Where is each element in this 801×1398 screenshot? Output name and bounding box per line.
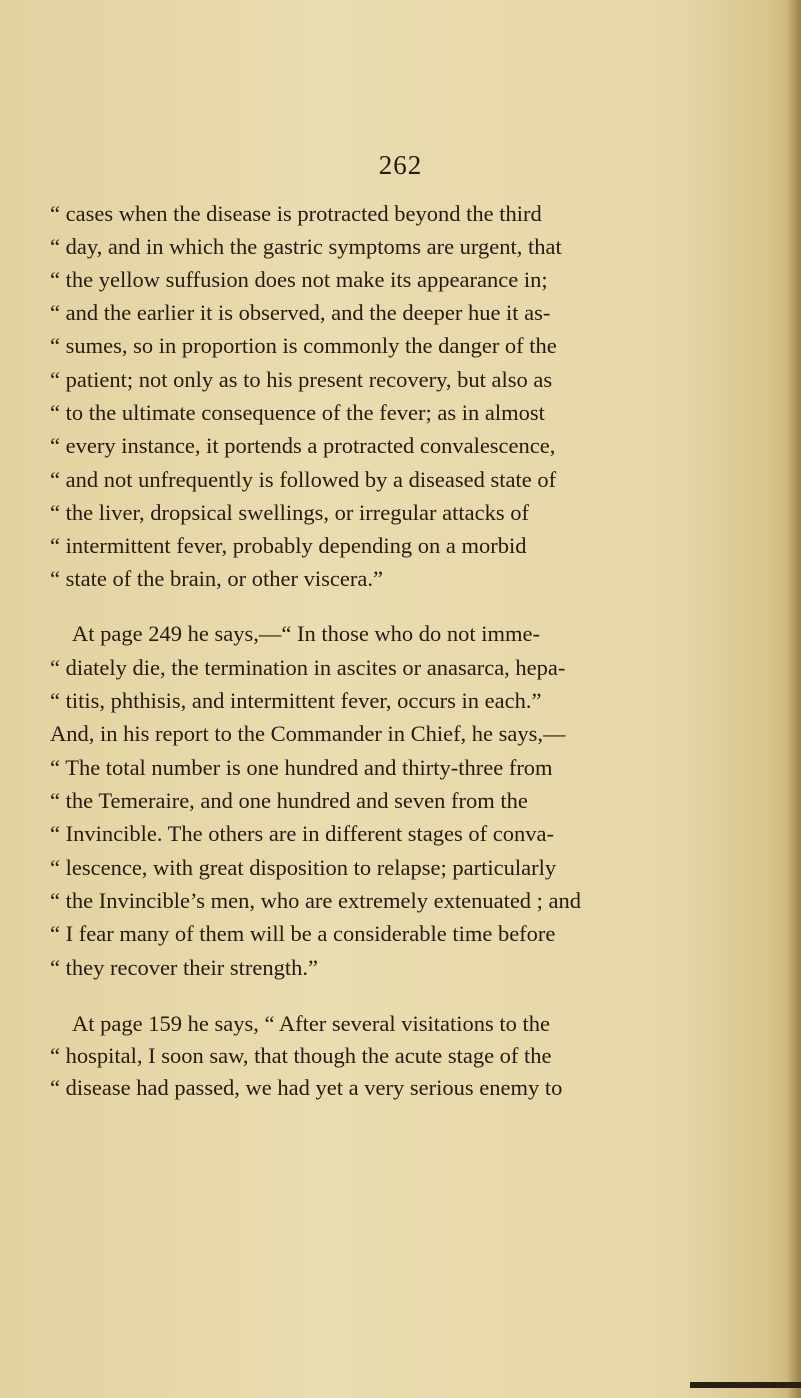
text-line: “ the yellow suffusion does not make its appearance in; — [50, 267, 548, 292]
text-line: “ titis, phthisis, and intermittent fever, occurs in each.” — [50, 688, 542, 713]
text-line: “ and the earlier it is observed, and the deeper hue it as- — [50, 300, 551, 325]
text-line: “ sumes, so in proportion is commonly the danger of the — [50, 333, 557, 358]
text-line: “ day, and in which the gastric symptoms are urgent, that — [50, 234, 562, 259]
text-line: “ intermittent fever, probably depending on a morbid — [50, 533, 527, 558]
text-line: “ cases when the disease is protracted beyond the third — [50, 201, 542, 226]
page-number: 262 — [378, 150, 423, 180]
text-line: “ to the ultimate consequence of the fever; as in almost — [50, 400, 545, 425]
bottom-edge-rule — [690, 1382, 801, 1388]
text-line: “ diately die, the termination in ascites or anasarca, hepa- — [50, 655, 566, 680]
text-line: At page 159 he says, “ After several visitations to the — [72, 1011, 551, 1036]
text-line: “ every instance, it portends a protracted convalescence, — [50, 433, 556, 458]
text-line: “ lescence, with great disposition to relapse; particularly — [50, 855, 557, 880]
text-line: At page 249 he says,—“ In those who do not imme- — [72, 621, 541, 646]
text-line: “ and not unfrequently is followed by a diseased state of — [50, 467, 557, 492]
text-line: “ I fear many of them will be a considerable time before — [50, 921, 556, 946]
text-line: “ hospital, I soon saw, that though the acute stage of the — [50, 1043, 552, 1068]
text-line: “ The total number is one hundred and thirty-three from — [50, 755, 553, 780]
text-line: And, in his report to the Commander in Chief, he says,— — [50, 721, 566, 746]
text-line: “ Invincible. The others are in different stages of conva- — [50, 821, 554, 846]
page-edge-shadow — [787, 0, 801, 1398]
text-line: “ the Temeraire, and one hundred and seven from the — [50, 788, 528, 813]
text-line: “ disease had passed, we had yet a very serious enemy to — [50, 1075, 563, 1100]
text-line: “ state of the brain, or other viscera.” — [50, 566, 383, 591]
text-line: “ the liver, dropsical swellings, or irregular attacks of — [50, 500, 529, 525]
text-line: “ patient; not only as to his present recovery, but also as — [50, 367, 553, 392]
text-line: “ the Invincible’s men, who are extremely extenuated ; and — [50, 888, 582, 913]
text-line: “ they recover their strength.” — [50, 955, 319, 980]
